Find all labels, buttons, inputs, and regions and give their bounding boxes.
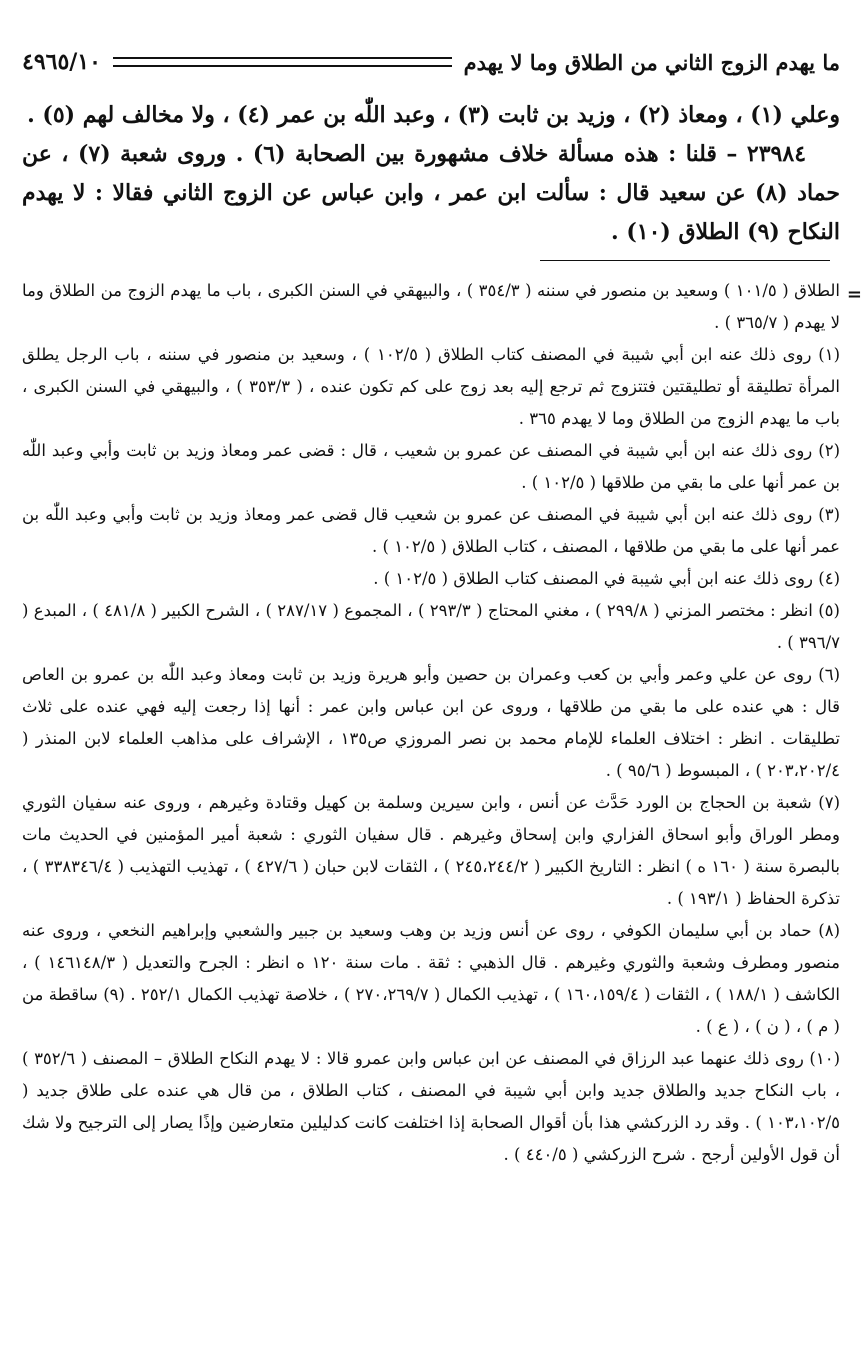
- footnote-item: (٨) حماد بن أبي سليمان الكوفي ، روى عن أنس وزيد بن وهب وسعيد بن جبير والشعبي وإبراهيم النخعي ، وروى عنه منصور ومطرف وشعبة والثوري وغيرهم . قال الذهبي : ثقة . مات سنة ١٢٠ ه انظر : الجرح والتعديل ( ١٤٦١٤٨/٣ ) ، الكاشف ( ١٨٨/١ ) ، الثقات ( ١٦٠،١٥٩/٤ ) ، تهذيب الكمال ( ٢٧٠،٢٦٩/٧ ) ، خلاصة تهذيب الكمال ٢٥٢/١ . (٩) ساقطة من ( م ) ، ( ن ) ، ( ع ) .: [22, 921, 840, 1036]
- page-number: ٤٩٦٥/١٠: [22, 49, 101, 75]
- main-text: [22, 96, 840, 252]
- running-header: [22, 42, 840, 82]
- footnote-item: (٤) روى ذلك عنه ابن أبي شيبة في المصنف كتاب الطلاق ( ١٠٢/٥ ) .: [373, 569, 840, 588]
- footnote-item: (١) روى ذلك عنه ابن أبي شيبة في المصنف كتاب الطلاق ( ١٠٢/٥ ) ، وسعيد بن منصور في سننه ، باب الرجل يطلق المرأة تطليقة أو تطليقتين فتتزوج ثم ترجع إليه بعد زوج على كم تكون عنده ، ( ٣٥٣/٣ ) ، والبيهقي في السنن الكبرى ، باب ما يهدم الزوج من الطلاق وما لا يهدم ٣٦٥ .: [22, 345, 841, 428]
- footnote-item: (٢) روى ذلك عنه ابن أبي شيبة في المصنف عن عمرو بن شعيب ، قال : قضى عمر ومعاذ وزيد بن ثابت وأبي وعبد اللّٰه بن عمر أنها على ما بقي من طلاقها ( ١٠٢/٥ ) .: [22, 441, 840, 492]
- paragraph-text: – قلنا : هذه مسألة خلاف مشهورة بين الصحابة (٦) . وروى شعبة (٧) ، عن حماد (٨) عن سعيد قال : سألت ابن عمر ، وابن عباس عن الزوج الثاني فقالا : لا يهدم النكاح (٩) الطلاق (١٠) .: [22, 141, 840, 245]
- header-rule: [113, 57, 452, 67]
- footnote-item: (٦) روى عن علي وعمر وأبي بن كعب وعمران بن حصين وأبو هريرة وزيد بن ثابت ومعاذ وعبد اللّٰه بن عمرو بن العاص قال : هي عنده على ما بقي من طلاقها ، وروى عن ابن عباس وابن عمر : أنها إذا رجعت إليه فهي عنده على ثلاث تطليقات . انظر : اختلاف العلماء للإمام محمد بن نصر المروزي ص١٣٥ ، الإشراف على مذاهب العلماء لابن المنذر ( ٢٠٣،٢٠٢/٤ ) ، المبسوط ( ٩٥/٦ ) .: [22, 665, 841, 780]
- document-page: [22, 42, 862, 1171]
- footnote-item: (١٠) روى ذلك عنهما عبد الرزاق في المصنف عن ابن عباس وابن عمرو قالا : لا يهدم النكاح الطلاق – المصنف ( ٣٥٢/٦ ) ، باب النكاح جديد والطلاق جديد وابن أبي شيبة في المصنف ، كتاب الطلاق ، من قال هي عنده على طلاق جديد ( ١٠٣،١٠٢/٥ ) . وقد رد الزركشي هذا بأن أقوال الصحابة إذا اختلفت كانت كدليلين متعارضين وإذًا يصار إلى الترجيح ولا شك أن قول الأولين أرجح . شرح الزركشي ( ٤٤٠/٥ ) .: [22, 1049, 841, 1164]
- header-title: ما يهدم الزوج الثاني من الطلاق وما لا يهدم: [463, 49, 840, 75]
- footnote-divider: [540, 260, 830, 261]
- footnote-item: (٣) روى ذلك عنه ابن أبي شيبة في المصنف عن عمرو بن شعيب قال قضى عمر ومعاذ وزيد بن ثابت وأبي وعبد اللّٰه بن عمر أنها على ما بقي من طلاقها ، المصنف ، كتاب الطلاق ( ١٠٢/٥ ) .: [22, 505, 840, 556]
- footnote-item: الطلاق ( ١٠١/٥ ) وسعيد بن منصور في سننه ( ٣٥٤/٣ ) ، والبيهقي في السنن الكبرى ، باب ما يهدم الزوج من الطلاق وما لا يهدم ( ٣٦٥/٧ ) .: [22, 281, 840, 332]
- footnote-continuation-mark: =: [846, 284, 862, 305]
- paragraph-number: ٢٣٩٨٤: [746, 141, 807, 167]
- footnote-item: (٧) شعبة بن الحجاج بن الورد حَدَّث عن أنس ، وابن سيرين وسلمة بن كهيل وقتادة وغيرهم ، وروى عنه سفيان الثوري ومطر الوراق وأبو اسحاق الفزاري وابن إسحاق وغيرهم . قال سفيان الثوري : شعبة أمير المؤمنين في الحديث مات بالبصرة سنة ( ١٦٠ ه ) انظر : التاريخ الكبير ( ٢٤٥،٢٤٤/٢ ) ، الثقات لابن حبان ( ٤٢٧/٦ ) ، تهذيب التهذيب ( ٣٣٨٣٤٦/٤ ) ، تذكرة الحفاظ ( ١٩٣/١ ) .: [22, 793, 840, 908]
- footnote-item: (٥) انظر : مختصر المزني ( ٢٩٩/٨ ) ، مغني المحتاج ( ٢٩٣/٣ ) ، المجموع ( ٢٨٧/١٧ ) ، الشرح الكبير ( ٤٨١/٨ ) ، المبدع ( ٣٩٦/٧ ) .: [22, 601, 840, 652]
- main-paragraph: [22, 135, 840, 252]
- footnotes: [22, 275, 862, 1171]
- main-text-line: وعلي (١) ، ومعاذ (٢) ، وزيد بن ثابت (٣) ، وعبد اللّٰه بن عمر (٤) ، ولا مخالف لهم (٥) .: [27, 102, 840, 128]
